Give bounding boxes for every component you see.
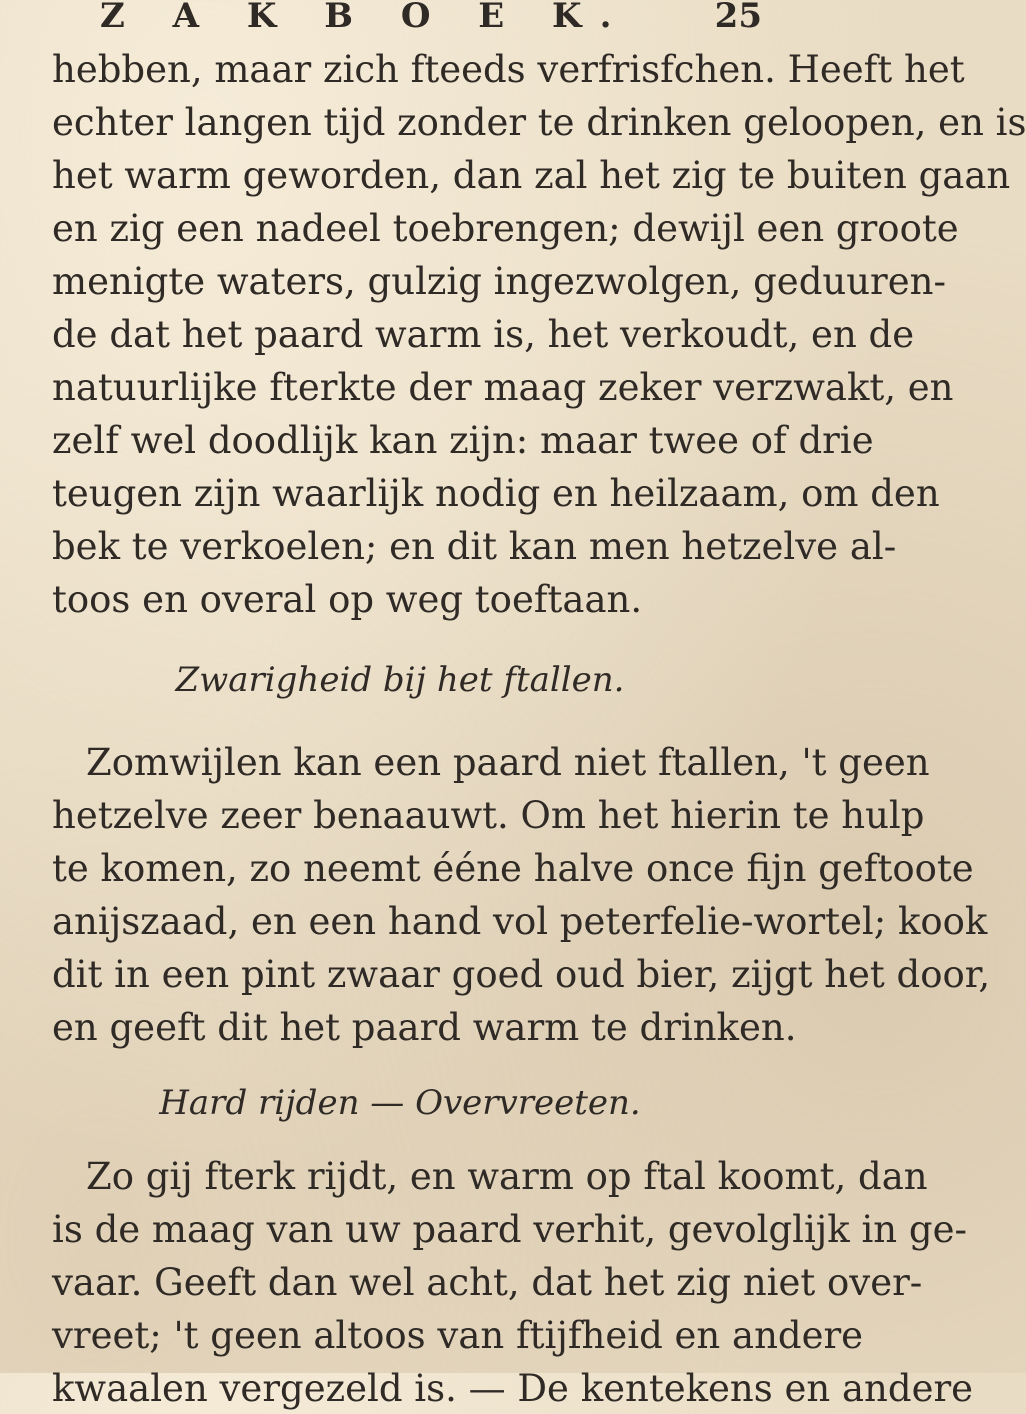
text-line: bek te verkoelen; en dit kan men hetzelve al- (52, 525, 897, 568)
section-heading: Zwarigheid bij het ftallen. (175, 660, 625, 700)
text-line: menigte waters, gulzig ingezwolgen, geduuren- (52, 260, 946, 303)
text-line: en zig een nadeel toebrengen; dewijl een groote (52, 207, 959, 250)
text-line: echter langen tijd zonder te drinken geloopen, en is (52, 101, 1026, 144)
text-line: natuurlijke fterkte der maag zeker verzwakt, en (52, 366, 954, 409)
text-line: kwaalen vergezeld is. — De kentekens en andere (52, 1367, 974, 1410)
text-line: anijszaad, en een hand vol peterfelie-wortel; kook (52, 900, 988, 943)
page-header (60, 0, 770, 40)
text-line: hebben, maar zich fteeds verfrisfchen. Heeft het (52, 48, 965, 91)
text-line: dit in een pint zwaar goed oud bier, zijgt het door, (52, 953, 991, 996)
section-heading: Hard rijden — Overvreeten. (159, 1083, 641, 1123)
text-line: vreet; 't geen altoos van ftijfheid en andere (52, 1314, 864, 1357)
text-line: hetzelve zeer benaauwt. Om het hierin te hulp (52, 794, 925, 837)
text-line: is de maag van uw paard verhit, gevolglijk in ge- (52, 1208, 967, 1251)
text-line: toos en overal op weg toeftaan. (52, 578, 643, 621)
text-line: Zomwijlen kan een paard niet ftallen, 't geen (86, 741, 930, 784)
text-line: het warm geworden, dan zal het zig te buiten gaan (52, 154, 1011, 197)
text-line: de dat het paard warm is, het verkoudt, en de (52, 313, 915, 356)
page-number: 25 (714, 0, 762, 36)
text-line: zelf wel doodlijk kan zijn: maar twee of drie (52, 419, 874, 462)
text-line: Zo gij fterk rijdt, en warm op ftal koomt, dan (86, 1155, 928, 1198)
running-head: Z A K B O E K. (100, 0, 630, 36)
text-line: en geeft dit het paard warm te drinken. (52, 1006, 797, 1049)
text-line: vaar. Geeft dan wel acht, dat het zig niet over- (52, 1261, 923, 1304)
text-line: te komen, zo neemt ééne halve once fijn geftoote (52, 847, 974, 890)
text-line: teugen zijn waarlijk nodig en heilzaam, om den (52, 472, 940, 515)
